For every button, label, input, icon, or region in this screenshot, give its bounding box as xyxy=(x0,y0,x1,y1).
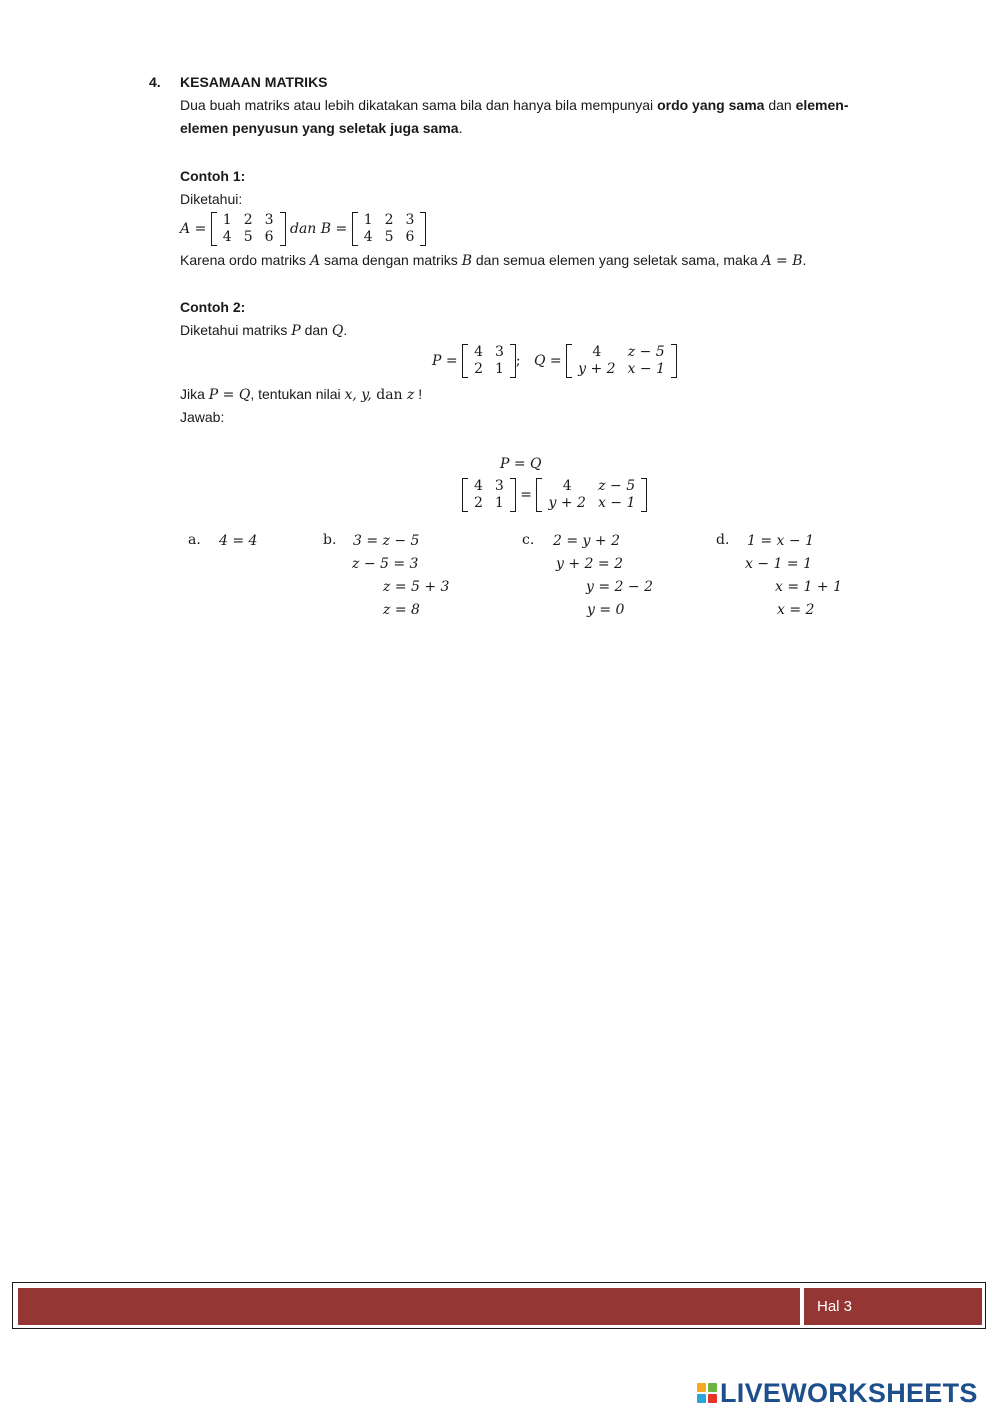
liveworksheets-logo-text: LIVEWORKSHEETS xyxy=(720,1377,978,1408)
part-b-label: b. xyxy=(323,532,337,548)
example2-given xyxy=(180,322,347,339)
conclusion-var-b: B xyxy=(461,253,472,269)
given-var-p: P xyxy=(291,323,301,339)
intro-line-1 xyxy=(180,97,849,113)
answer-matrices xyxy=(462,478,647,512)
matrix-cell: z − 5 xyxy=(627,344,665,360)
conclusion-equation: A = B xyxy=(761,253,803,269)
part-c-line: 2 = y + 2 xyxy=(553,533,620,549)
given-text: Diketahui matriks xyxy=(180,322,292,338)
part-d-line: x − 1 = 1 xyxy=(745,556,812,572)
matrix-cell: 6 xyxy=(405,229,415,245)
question-text: , tentukan nilai xyxy=(250,386,345,402)
matrix-cell: 2 xyxy=(243,212,253,228)
part-a-label: a. xyxy=(188,532,201,548)
example2-heading: Contoh 2: xyxy=(180,299,246,315)
part-d-line: x = 1 + 1 xyxy=(775,579,842,595)
part-b-line: 3 = z − 5 xyxy=(353,533,420,549)
intro-text-2: dan xyxy=(764,97,796,113)
answer-label: Jawab: xyxy=(180,409,225,425)
matrix-cell: 4 xyxy=(474,478,483,494)
intro-text-3: . xyxy=(458,120,463,136)
matrix-p xyxy=(462,344,516,378)
intro-bold-1: ordo yang sama xyxy=(657,97,765,113)
example1-matrices xyxy=(180,212,426,246)
matrix-q xyxy=(566,344,677,378)
conclusion-text: . xyxy=(802,252,807,268)
part-c-line: y = 0 xyxy=(587,602,625,618)
equals-sign: = xyxy=(520,487,533,504)
answer-matrix-right xyxy=(536,478,647,512)
example2-matrices xyxy=(432,344,677,378)
example2-question xyxy=(180,386,422,403)
part-c-label: c. xyxy=(522,532,535,548)
example1-conclusion xyxy=(180,252,806,269)
intro-bold-3: elemen penyusun yang seletak juga sama xyxy=(180,120,459,136)
matrix-cell: 2 xyxy=(384,212,394,228)
matrix-p-label: P xyxy=(432,353,442,370)
matrix-cell: 1 xyxy=(222,212,232,228)
question-text: dan xyxy=(371,387,408,403)
intro-line-2 xyxy=(180,120,462,136)
part-b-line: z = 8 xyxy=(383,602,420,618)
conclusion-text: sama dengan matriks xyxy=(320,252,462,268)
equals-sign: = xyxy=(194,221,207,238)
matrix-cell: 4 xyxy=(363,229,373,245)
matrix-cell: 4 xyxy=(592,344,602,360)
answer-matrix-left xyxy=(462,478,516,512)
matrix-cell: z − 5 xyxy=(598,478,636,494)
question-text: Jika xyxy=(180,386,209,402)
footer-bar xyxy=(18,1288,800,1325)
conclusion-text: dan semua elemen yang seletak sama, maka xyxy=(472,252,762,268)
given-text: . xyxy=(343,322,348,338)
matrix-cell: 1 xyxy=(494,361,504,377)
question-equation: P = Q xyxy=(208,387,251,403)
intro-text-1: Dua buah matriks atau lebih dikatakan sama bila dan hanya bila mempunyai xyxy=(180,97,658,113)
part-d-line: 1 = x − 1 xyxy=(747,533,814,549)
given-var-q: Q xyxy=(331,323,344,339)
part-b-line: z = 5 + 3 xyxy=(383,579,450,595)
matrix-b-label: B xyxy=(320,221,332,238)
part-a-line: 4 = 4 xyxy=(219,533,258,549)
matrix-cell: 1 xyxy=(494,495,504,511)
matrix-cell: 4 xyxy=(562,478,572,494)
matrix-cell: x − 1 xyxy=(627,361,665,377)
matrix-cell: x − 1 xyxy=(597,495,636,511)
matrix-a-label: A xyxy=(180,221,191,238)
liveworksheets-logo-icon xyxy=(697,1383,717,1403)
liveworksheets-logo xyxy=(697,1378,978,1408)
page-number: Hal 3 xyxy=(804,1288,982,1325)
conclusion-var-a: A xyxy=(309,253,321,269)
intro-bold-2: elemen- xyxy=(795,97,849,113)
matrix-cell: y + 2 xyxy=(578,361,616,377)
matrix-cell: 6 xyxy=(264,229,274,245)
given-text: dan xyxy=(300,322,332,338)
matrix-b xyxy=(352,212,427,246)
section-number: 4. xyxy=(149,74,161,90)
dan-word: dan xyxy=(289,221,317,238)
equals-sign: = xyxy=(335,221,348,238)
matrix-cell: 3 xyxy=(264,212,274,228)
matrix-cell: 5 xyxy=(243,229,253,245)
question-var-z: z xyxy=(407,387,415,403)
question-text: ! xyxy=(414,386,423,402)
answer-equation: P = Q xyxy=(500,456,542,472)
conclusion-text: Karena ordo matriks xyxy=(180,252,310,268)
part-c-line: y + 2 = 2 xyxy=(556,556,623,572)
equals-sign: = xyxy=(445,353,458,370)
matrix-cell: 2 xyxy=(474,361,483,377)
question-vars: x, y, xyxy=(344,387,372,403)
part-c-line: y = 2 − 2 xyxy=(586,579,653,595)
matrix-q-label: Q xyxy=(533,353,546,370)
matrix-cell: 2 xyxy=(474,495,483,511)
matrix-cell: 3 xyxy=(405,212,415,228)
part-b-line: z − 5 = 3 xyxy=(352,556,419,572)
part-d-line: x = 2 xyxy=(777,602,815,618)
matrix-cell: y + 2 xyxy=(548,495,586,511)
equals-sign: = xyxy=(549,353,562,370)
section-title: KESAMAAN MATRIKS xyxy=(180,74,328,90)
matrix-cell: 3 xyxy=(494,344,504,360)
semicolon: ; xyxy=(515,353,521,370)
matrix-cell: 4 xyxy=(474,344,483,360)
matrix-cell: 5 xyxy=(384,229,394,245)
matrix-cell: 4 xyxy=(222,229,232,245)
part-d-label: d. xyxy=(716,532,730,548)
matrix-cell: 1 xyxy=(363,212,373,228)
matrix-a xyxy=(211,212,286,246)
example1-given: Diketahui: xyxy=(180,191,243,207)
example1-heading: Contoh 1: xyxy=(180,168,246,184)
matrix-cell: 3 xyxy=(494,478,504,494)
